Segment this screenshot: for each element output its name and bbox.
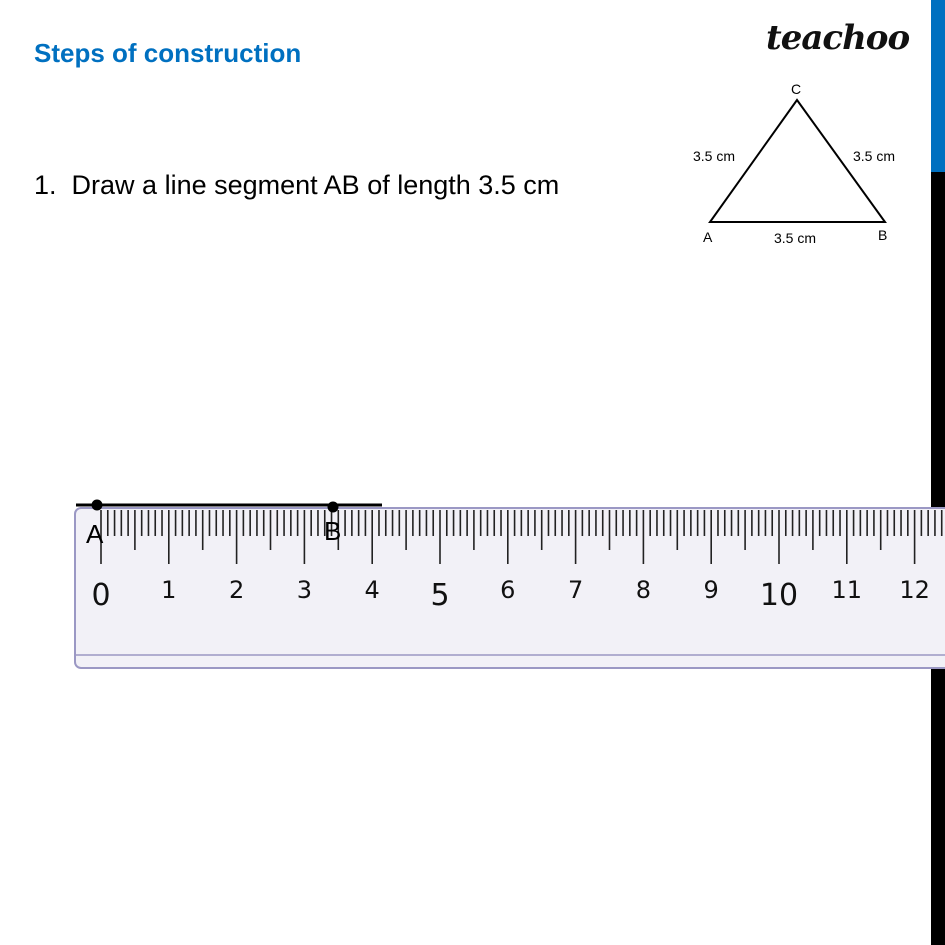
- point-label-a: A: [86, 519, 104, 549]
- step-text: Draw a line segment AB of length 3.5 cm: [71, 170, 560, 200]
- side-label-ac: 3.5 cm: [693, 148, 736, 164]
- ruler[interactable]: [75, 508, 945, 668]
- ruler-number-4: 4: [364, 576, 380, 604]
- ruler-number-8: 8: [635, 576, 652, 604]
- side-label-ab: 3.5 cm: [774, 230, 817, 246]
- ruler-number-12: 12: [899, 576, 930, 604]
- vertex-label-a: A: [703, 229, 713, 245]
- ruler-number-0: 0: [91, 578, 111, 613]
- point-a: [92, 500, 103, 511]
- teachoo-logo: teachoo: [766, 18, 910, 58]
- step-number: 1.: [34, 170, 57, 200]
- ruler-number-6: 6: [500, 576, 516, 604]
- ruler-number-1: 1: [161, 576, 177, 604]
- point-b: [328, 502, 339, 513]
- ruler-number-11: 11: [831, 576, 863, 604]
- ruler-number-3: 3: [296, 576, 313, 604]
- side-label-bc: 3.5 cm: [853, 148, 896, 164]
- ruler-number-5: 5: [430, 578, 450, 613]
- vertex-label-b: B: [878, 227, 888, 243]
- point-label-b: B: [324, 516, 342, 546]
- ruler-number-10: 10: [759, 578, 799, 613]
- ruler-number-9: 9: [703, 576, 719, 604]
- reference-triangle: [693, 81, 895, 246]
- page-title: Steps of construction: [34, 38, 302, 68]
- ruler-number-2: 2: [228, 576, 245, 604]
- ruler-number-7: 7: [567, 576, 584, 604]
- vertex-label-c: C: [791, 81, 802, 97]
